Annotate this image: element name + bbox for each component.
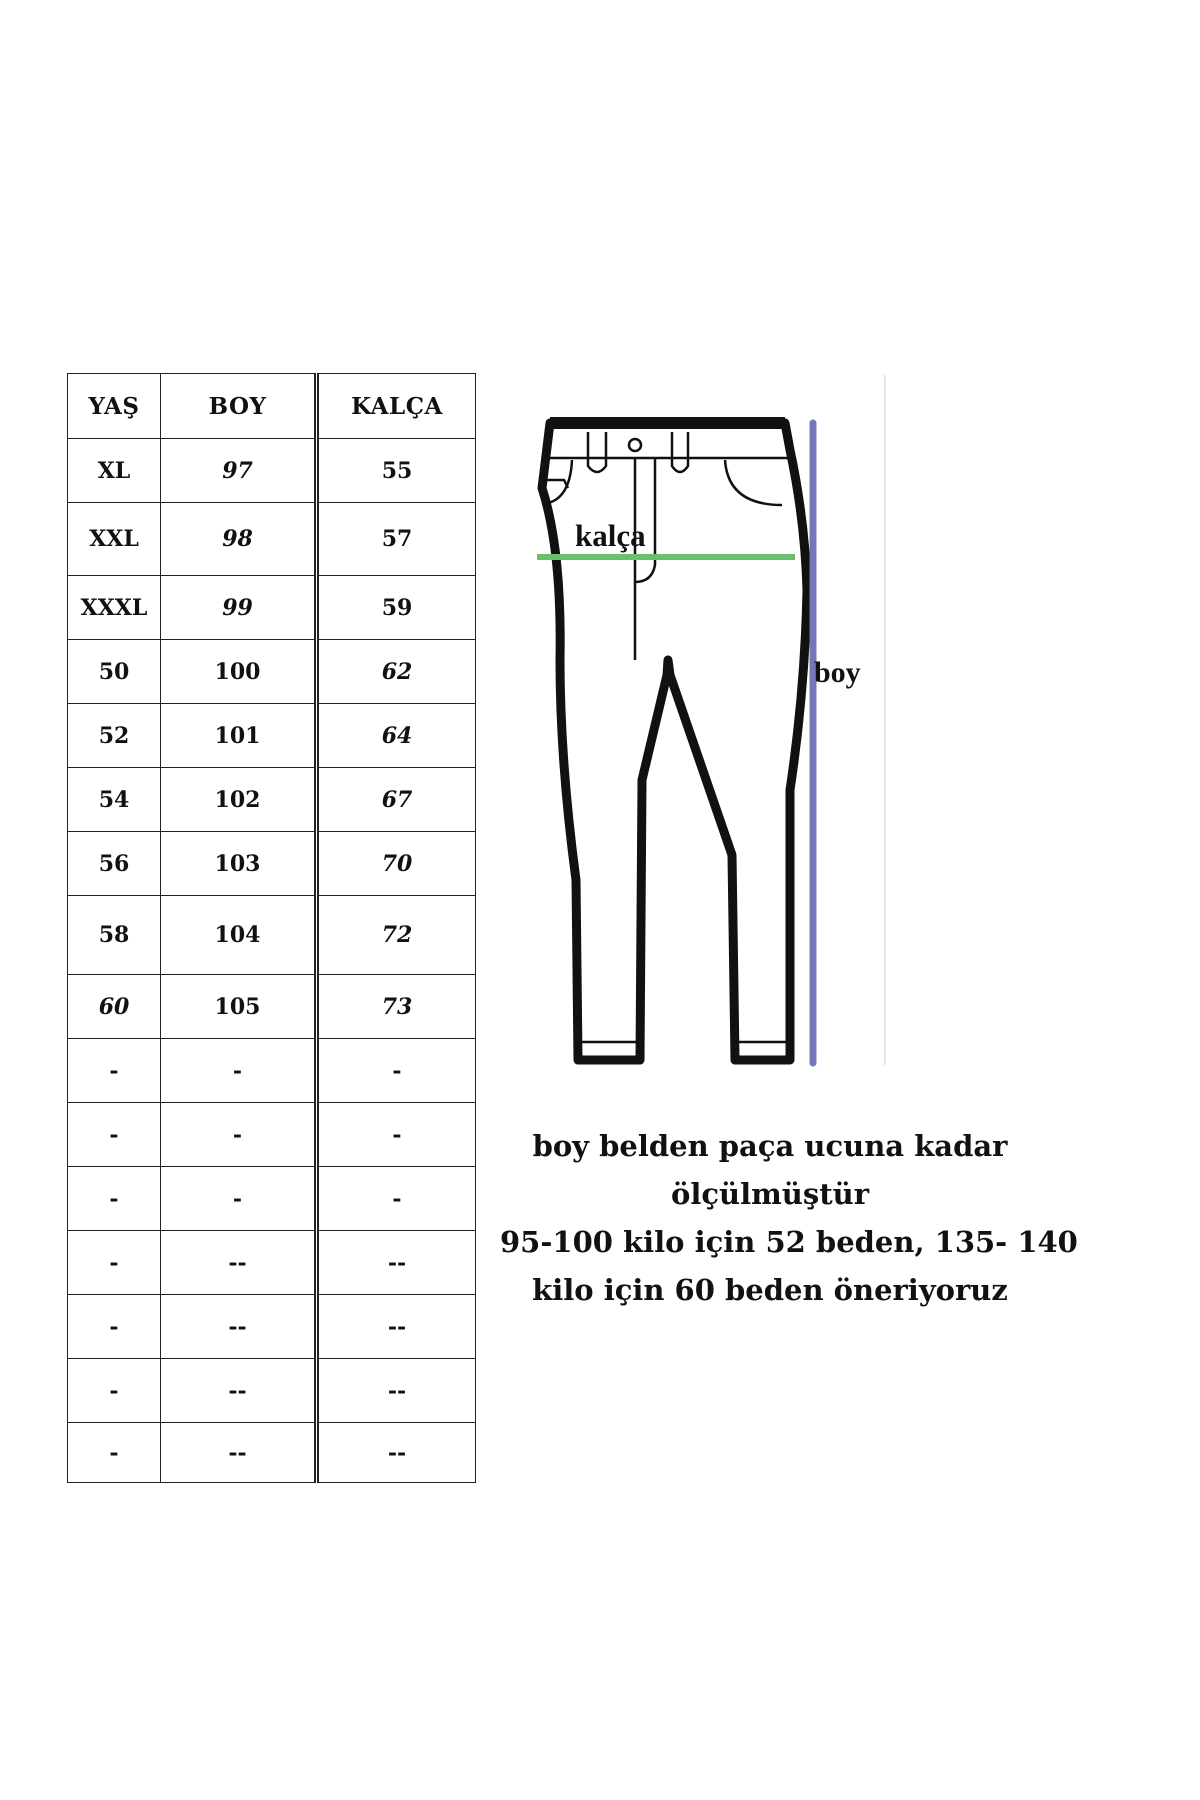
cell-boy: 105 [161,975,317,1039]
cell-yas: XXL [68,503,161,576]
table-row [68,704,476,768]
note-line: ölçülmüştür [671,1177,869,1211]
cell-boy: - [161,1039,317,1103]
cell-boy: 100 [161,640,317,704]
cell-kalca: -- [317,1295,476,1359]
cell-boy: 99 [161,576,317,640]
cell-yas: XL [68,439,161,503]
cell-yas: - [68,1103,161,1167]
cell-boy: -- [161,1231,317,1295]
cell-yas: 54 [68,768,161,832]
cell-yas: - [68,1167,161,1231]
table-row [68,576,476,640]
cell-kalca: 72 [317,896,476,975]
table-header-row [68,374,476,439]
table-row [68,1295,476,1359]
header-yas: YAŞ [68,374,161,439]
note-line: boy belden paça ucuna kadar [532,1129,1008,1163]
cell-kalca: - [317,1167,476,1231]
cell-kalca: -- [317,1231,476,1295]
cell-yas: 50 [68,640,161,704]
cell-boy: 102 [161,768,317,832]
cell-yas: 60 [68,975,161,1039]
cell-boy: 97 [161,439,317,503]
table-row [68,1103,476,1167]
table-row [68,768,476,832]
header-kalca: KALÇA [317,374,476,439]
table-row [68,1423,476,1483]
table-row [68,1167,476,1231]
table-row [68,439,476,503]
cell-yas: 52 [68,704,161,768]
note-line: kilo için 60 beden öneriyoruz [532,1273,1008,1307]
table-row [68,1039,476,1103]
cell-boy: -- [161,1295,317,1359]
cell-boy: - [161,1167,317,1231]
header-boy: BOY [161,374,317,439]
hip-label: kalça [575,518,646,553]
cell-kalca: - [317,1039,476,1103]
cell-yas: XXXL [68,576,161,640]
cell-boy: 103 [161,832,317,896]
cell-boy: -- [161,1359,317,1423]
cell-kalca: 64 [317,704,476,768]
cell-boy: 98 [161,503,317,576]
table-row [68,896,476,975]
table-row [68,832,476,896]
pants-diagram [520,360,920,1080]
cell-kalca: - [317,1103,476,1167]
cell-yas: - [68,1359,161,1423]
cell-yas: - [68,1423,161,1483]
cell-yas: - [68,1039,161,1103]
cell-boy: - [161,1103,317,1167]
cell-yas: 58 [68,896,161,975]
cell-boy: 101 [161,704,317,768]
cell-kalca: 67 [317,768,476,832]
cell-kalca: 57 [317,503,476,576]
cell-kalca: 62 [317,640,476,704]
cell-kalca: 70 [317,832,476,896]
cell-kalca: -- [317,1423,476,1483]
pants-outline-icon [520,360,920,1080]
cell-kalca: 73 [317,975,476,1039]
note-line: 95-100 kilo için 52 beden, 135- 140 [500,1225,1078,1259]
table-row [68,1231,476,1295]
cell-yas: - [68,1295,161,1359]
cell-kalca: 55 [317,439,476,503]
cell-kalca: -- [317,1359,476,1423]
size-chart-table [67,373,476,1483]
table-row [68,1359,476,1423]
cell-boy: -- [161,1423,317,1483]
cell-yas: - [68,1231,161,1295]
cell-boy: 104 [161,896,317,975]
table-row [68,503,476,576]
table-row [68,640,476,704]
cell-yas: 56 [68,832,161,896]
length-label: boy [814,656,861,689]
table-row [68,975,476,1039]
cell-kalca: 59 [317,576,476,640]
size-note [500,1122,1078,1314]
